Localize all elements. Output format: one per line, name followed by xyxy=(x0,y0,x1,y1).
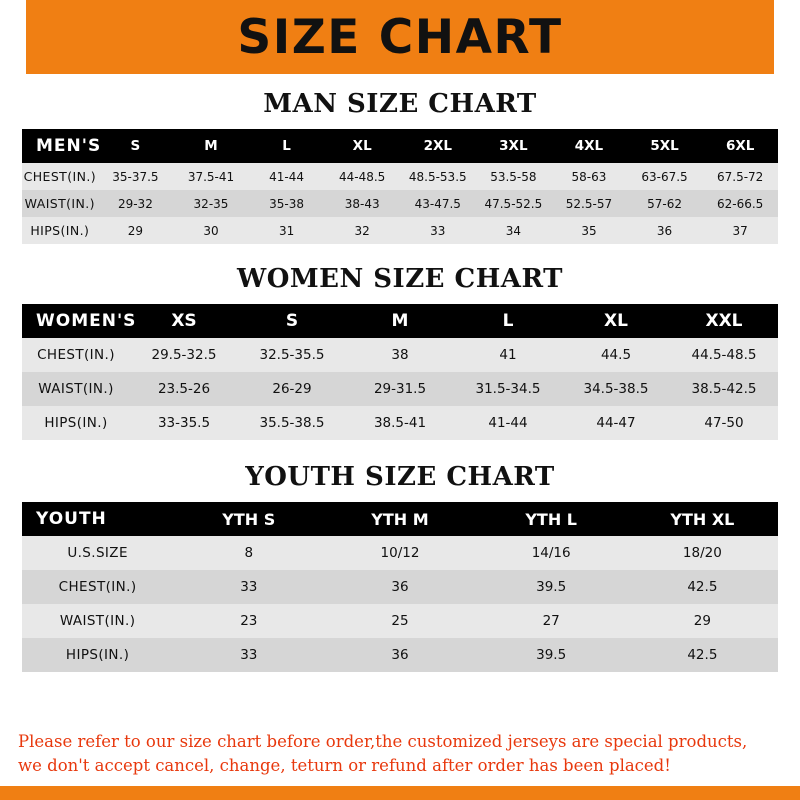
cell: 29 xyxy=(98,217,174,244)
cell: 29 xyxy=(627,604,778,638)
row-label: U.S.SIZE xyxy=(22,536,173,570)
youth-header-cell: YTH M xyxy=(371,509,429,529)
cell: 38 xyxy=(346,338,454,372)
cell: 44.5 xyxy=(562,338,670,372)
table-row xyxy=(22,638,778,672)
row-label: CHEST(IN.) xyxy=(22,570,173,604)
women-size-table xyxy=(22,304,778,440)
cell: 31.5-34.5 xyxy=(454,372,562,406)
footer-note xyxy=(0,720,800,786)
cell: 44-48.5 xyxy=(324,163,400,190)
women-header-cell: M xyxy=(391,311,409,331)
man-header-cell: M xyxy=(204,138,218,154)
man-table-body xyxy=(22,163,778,244)
cell: 33 xyxy=(173,638,324,672)
man-header-cell: 5XL xyxy=(650,138,679,154)
header-band xyxy=(0,0,800,74)
cell: 23.5-26 xyxy=(130,372,238,406)
cell: 62-66.5 xyxy=(702,190,778,217)
footer-note-line-1: Please refer to our size chart before order,the customized jerseys are special products, xyxy=(18,732,748,752)
cell: 47.5-52.5 xyxy=(476,190,552,217)
cell: 38.5-42.5 xyxy=(670,372,778,406)
cell: 67.5-72 xyxy=(702,163,778,190)
table-header-row xyxy=(22,502,778,536)
cell: 47-50 xyxy=(670,406,778,440)
youth-header-cell: YTH XL xyxy=(670,509,735,529)
cell: 34 xyxy=(476,217,552,244)
man-header-cell: 6XL xyxy=(725,138,755,154)
youth-header-cell: YTH S xyxy=(222,509,276,529)
cell: 35-37.5 xyxy=(98,163,174,190)
cell: 25 xyxy=(324,604,475,638)
row-label: HIPS(IN.) xyxy=(22,217,98,244)
cell: 23 xyxy=(173,604,324,638)
cell: 41 xyxy=(454,338,562,372)
cell: 10/12 xyxy=(324,536,475,570)
row-label: WAIST(IN.) xyxy=(22,190,98,217)
youth-header-cell: YTH L xyxy=(525,509,577,529)
cell: 58-63 xyxy=(551,163,627,190)
footer-note-line-2: we don't accept cancel, change, teturn or refund after order has been placed! xyxy=(18,756,671,776)
youth-size-table xyxy=(22,502,778,672)
man-header-cell: S xyxy=(130,138,141,154)
man-header-cell: 2XL xyxy=(423,138,452,154)
table-row xyxy=(22,217,778,244)
row-label: WAIST(IN.) xyxy=(22,604,173,638)
cell: 29-31.5 xyxy=(346,372,454,406)
cell: 43-47.5 xyxy=(400,190,476,217)
cell: 53.5-58 xyxy=(476,163,552,190)
cell: 18/20 xyxy=(627,536,778,570)
cell: 27 xyxy=(476,604,627,638)
cell: 14/16 xyxy=(476,536,627,570)
cell: 33 xyxy=(173,570,324,604)
chart-content xyxy=(0,74,800,720)
table-row xyxy=(22,406,778,440)
cell: 33-35.5 xyxy=(130,406,238,440)
table-row xyxy=(22,536,778,570)
women-header-cell: S xyxy=(285,311,299,331)
cell: 52.5-57 xyxy=(551,190,627,217)
page-title: SIZE CHART xyxy=(237,9,563,65)
cell: 35 xyxy=(551,217,627,244)
women-table-head xyxy=(22,304,778,338)
cell: 32 xyxy=(324,217,400,244)
cell: 39.5 xyxy=(476,638,627,672)
man-header-cell: XL xyxy=(352,138,372,154)
table-header-row xyxy=(22,129,778,163)
cell: 35.5-38.5 xyxy=(238,406,346,440)
women-section-title: WOMEN SIZE CHART xyxy=(237,264,563,294)
cell: 39.5 xyxy=(476,570,627,604)
cell: 36 xyxy=(324,570,475,604)
cell: 63-67.5 xyxy=(627,163,703,190)
table-row xyxy=(22,338,778,372)
women-header-cell: L xyxy=(502,311,514,331)
cell: 36 xyxy=(627,217,703,244)
cell: 41-44 xyxy=(249,163,325,190)
man-header-label: MEN'S xyxy=(36,136,102,156)
row-label: HIPS(IN.) xyxy=(22,638,173,672)
cell: 37 xyxy=(702,217,778,244)
cell: 37.5-41 xyxy=(173,163,249,190)
cell: 57-62 xyxy=(627,190,703,217)
cell: 32-35 xyxy=(173,190,249,217)
table-row xyxy=(22,163,778,190)
cell: 42.5 xyxy=(627,638,778,672)
row-label: HIPS(IN.) xyxy=(22,406,130,440)
cell: 31 xyxy=(249,217,325,244)
cell: 30 xyxy=(173,217,249,244)
women-table-body xyxy=(22,338,778,440)
cell: 38.5-41 xyxy=(346,406,454,440)
cell: 41-44 xyxy=(454,406,562,440)
man-size-table xyxy=(22,129,778,244)
cell: 34.5-38.5 xyxy=(562,372,670,406)
cell: 42.5 xyxy=(627,570,778,604)
man-section-title: MAN SIZE CHART xyxy=(263,89,537,119)
cell: 33 xyxy=(400,217,476,244)
cell: 35-38 xyxy=(249,190,325,217)
cell: 29-32 xyxy=(98,190,174,217)
table-row xyxy=(22,372,778,406)
row-label: CHEST(IN.) xyxy=(22,163,98,190)
cell: 44.5-48.5 xyxy=(670,338,778,372)
row-label: WAIST(IN.) xyxy=(22,372,130,406)
cell: 38-43 xyxy=(324,190,400,217)
cell: 29.5-32.5 xyxy=(130,338,238,372)
women-header-cell: XXL xyxy=(705,311,743,331)
table-row xyxy=(22,604,778,638)
youth-table-body xyxy=(22,536,778,672)
man-header-cell: 3XL xyxy=(499,138,528,154)
row-label: CHEST(IN.) xyxy=(22,338,130,372)
cell: 44-47 xyxy=(562,406,670,440)
cell: 32.5-35.5 xyxy=(238,338,346,372)
table-row xyxy=(22,570,778,604)
table-row xyxy=(22,190,778,217)
women-header-cell: XS xyxy=(171,311,197,331)
cell: 36 xyxy=(324,638,475,672)
youth-header-label: YOUTH xyxy=(36,509,107,529)
cell: 26-29 xyxy=(238,372,346,406)
man-table-head xyxy=(22,129,778,163)
women-header-label: WOMEN'S xyxy=(36,311,137,331)
bottom-accent-bar xyxy=(0,786,800,800)
cell: 48.5-53.5 xyxy=(400,163,476,190)
youth-section-title: YOUTH SIZE CHART xyxy=(245,462,555,492)
youth-table-head xyxy=(22,502,778,536)
women-header-cell: XL xyxy=(604,311,628,331)
table-header-row xyxy=(22,304,778,338)
man-header-cell: 4XL xyxy=(574,138,604,154)
man-header-cell: L xyxy=(282,138,291,154)
cell: 8 xyxy=(173,536,324,570)
